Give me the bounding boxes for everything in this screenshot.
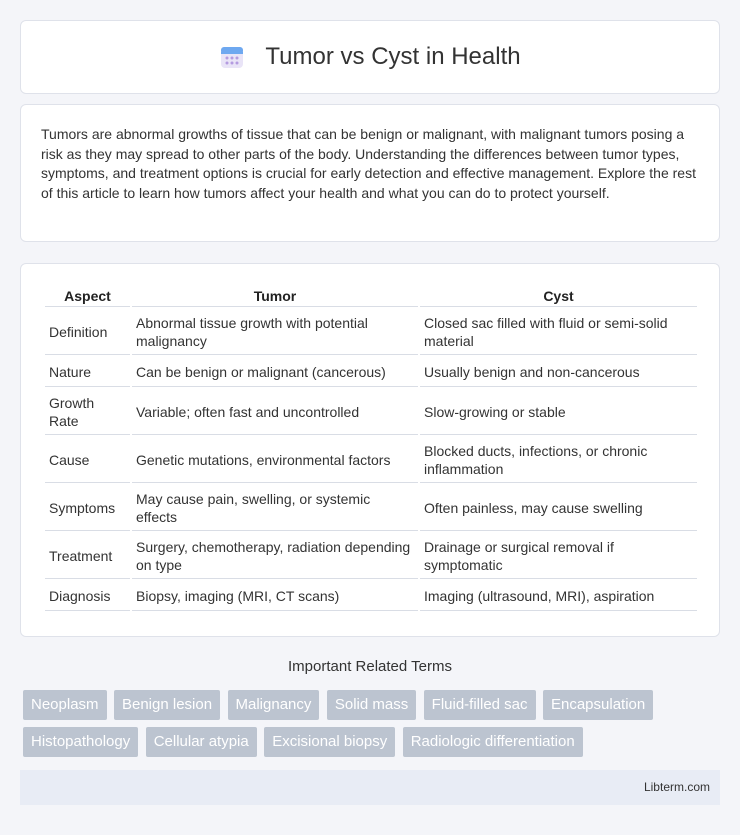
- intro-text: Tumors are abnormal growths of tissue that can be benign or malignant, with malignant tumors posing a risk as they may spread to other parts of the body. Understanding the differences between tumor types, symptoms, and treatment options is crucial for early detection and effective management. Explore the rest of this article to learn how tumors affect your health and what you can do to protect yourself.: [41, 126, 696, 201]
- related-term-tag[interactable]: Neoplasm: [23, 690, 107, 720]
- header-aspect: Aspect: [45, 286, 130, 307]
- cell-tumor: Can be benign or malignant (cancerous): [132, 357, 418, 387]
- related-term-tag[interactable]: Histopathology: [23, 727, 138, 757]
- cell-aspect: Definition: [45, 309, 130, 355]
- table-row: [45, 581, 697, 611]
- header-tumor: Tumor: [132, 286, 418, 307]
- cell-aspect: Growth Rate: [45, 389, 130, 435]
- footer-link[interactable]: Libterm.com: [643, 780, 710, 794]
- related-term-tag[interactable]: Fluid-filled sac: [424, 690, 536, 720]
- header-cyst: Cyst: [420, 286, 697, 307]
- header-card: [20, 20, 720, 94]
- table-row: [45, 389, 697, 435]
- intro-card: [20, 104, 720, 242]
- calendar-icon: [219, 44, 245, 70]
- related-term-tag[interactable]: Solid mass: [327, 690, 416, 720]
- table-row: [45, 485, 697, 531]
- cell-aspect: Symptoms: [45, 485, 130, 531]
- cell-tumor: Genetic mutations, environmental factors: [132, 437, 418, 483]
- related-terms-title: Important Related Terms: [288, 658, 452, 675]
- cell-aspect: Diagnosis: [45, 581, 130, 611]
- related-term-tag[interactable]: Encapsulation: [543, 690, 653, 720]
- table-row: [45, 437, 697, 483]
- cell-aspect: Nature: [45, 357, 130, 387]
- related-terms-list: [23, 690, 723, 764]
- cell-cyst: Usually benign and non-cancerous: [420, 357, 697, 387]
- cell-tumor: Biopsy, imaging (MRI, CT scans): [132, 581, 418, 611]
- table-row: [45, 357, 697, 387]
- related-term-tag[interactable]: Malignancy: [228, 690, 320, 720]
- cell-cyst: Often painless, may cause swelling: [420, 485, 697, 531]
- cell-cyst: Blocked ducts, infections, or chronic inflammation: [420, 437, 697, 483]
- table-header-row: [45, 286, 697, 307]
- cell-cyst: Slow-growing or stable: [420, 389, 697, 435]
- comparison-table: [43, 284, 699, 613]
- cell-cyst: Drainage or surgical removal if symptomatic: [420, 533, 697, 579]
- related-term-tag[interactable]: Radiologic differentiation: [403, 727, 583, 757]
- cell-aspect: Cause: [45, 437, 130, 483]
- related-term-tag[interactable]: Excisional biopsy: [264, 727, 395, 757]
- page-title: Tumor vs Cyst in Health: [265, 43, 521, 70]
- table-row: [45, 309, 697, 355]
- comparison-card: [20, 263, 720, 637]
- related-term-tag[interactable]: Cellular atypia: [146, 727, 257, 757]
- cell-tumor: Abnormal tissue growth with potential malignancy: [132, 309, 418, 355]
- cell-tumor: Variable; often fast and uncontrolled: [132, 389, 418, 435]
- cell-tumor: May cause pain, swelling, or systemic effects: [132, 485, 418, 531]
- table-row: [45, 533, 697, 579]
- footer: [20, 770, 720, 805]
- cell-tumor: Surgery, chemotherapy, radiation depending on type: [132, 533, 418, 579]
- cell-aspect: Treatment: [45, 533, 130, 579]
- cell-cyst: Closed sac filled with fluid or semi-solid material: [420, 309, 697, 355]
- cell-cyst: Imaging (ultrasound, MRI), aspiration: [420, 581, 697, 611]
- related-term-tag[interactable]: Benign lesion: [114, 690, 220, 720]
